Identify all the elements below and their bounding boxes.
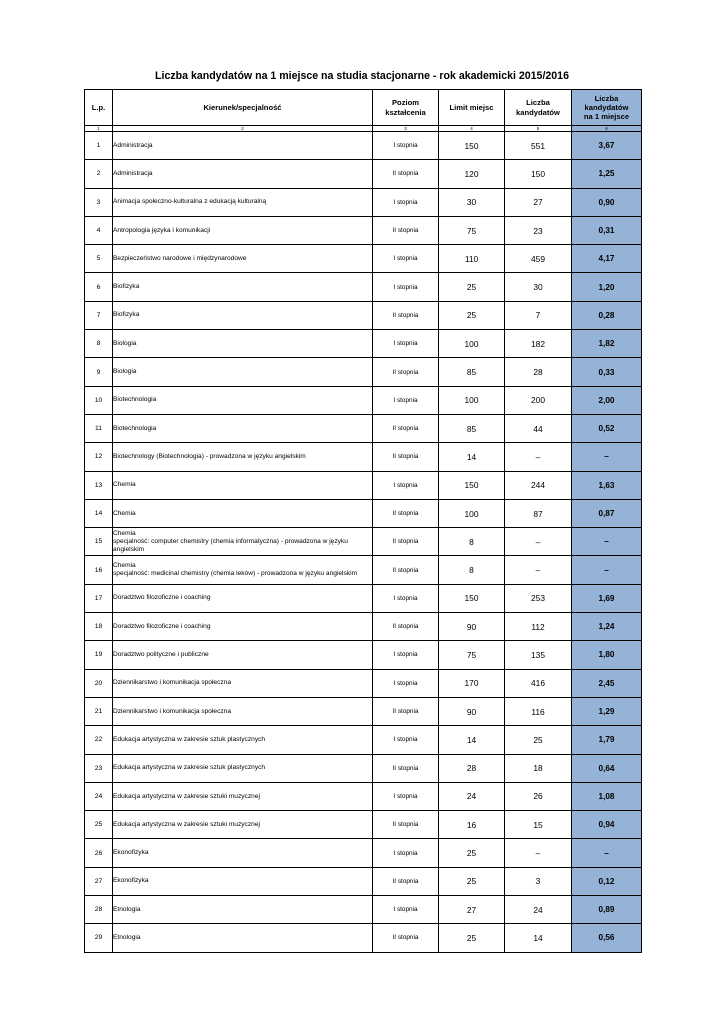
- header-ratio-line1: Liczba: [594, 93, 619, 103]
- row-limit: 28: [439, 754, 505, 782]
- row-limit: 100: [439, 386, 505, 414]
- row-poziom: II stopnia: [373, 613, 439, 641]
- row-poziom: II stopnia: [373, 443, 439, 471]
- row-limit: 8: [439, 528, 505, 556]
- row-kandydaci: –: [505, 556, 572, 584]
- row-limit: 100: [439, 330, 505, 358]
- row-ratio: 0,94: [572, 811, 642, 839]
- row-ratio: 1,29: [572, 697, 642, 725]
- table-row: [85, 132, 642, 160]
- row-kandydaci: 15: [505, 811, 572, 839]
- row-limit: 85: [439, 414, 505, 442]
- row-kandydaci: 18: [505, 754, 572, 782]
- table-row: [85, 358, 642, 386]
- row-ratio: –: [572, 443, 642, 471]
- row-kierunek: [113, 896, 373, 924]
- row-lp: 3: [85, 188, 113, 216]
- row-kandydaci: 87: [505, 499, 572, 527]
- row-poziom: I stopnia: [373, 330, 439, 358]
- row-lp: 21: [85, 697, 113, 725]
- header-limit: Limit miejsc: [439, 90, 505, 126]
- table-row: [85, 726, 642, 754]
- row-limit: 14: [439, 443, 505, 471]
- row-lp: 17: [85, 584, 113, 612]
- row-kandydaci: 7: [505, 301, 572, 329]
- row-limit: 90: [439, 697, 505, 725]
- row-ratio: 0,56: [572, 924, 642, 952]
- row-lp: 27: [85, 867, 113, 895]
- header-lp: L.p.: [85, 90, 113, 126]
- row-lp: 15: [85, 528, 113, 556]
- page-title: Liczba kandydatów na 1 miejsce na studia stacjonarne - rok akademicki 2015/2016: [155, 70, 569, 82]
- row-kandydaci: 25: [505, 726, 572, 754]
- header-kierunek: Kierunek/specjalność: [113, 90, 373, 126]
- column-number: 3: [373, 126, 439, 132]
- header-poziom: [373, 90, 439, 126]
- row-kierunek: [113, 782, 373, 810]
- row-kierunek-name: Dziennikarstwo i komunikacja społeczna: [113, 707, 232, 715]
- row-limit: 8: [439, 556, 505, 584]
- row-kierunek: [113, 669, 373, 697]
- table-row: [85, 613, 642, 641]
- column-number: 1: [85, 126, 113, 132]
- row-ratio: 0,90: [572, 188, 642, 216]
- header-ratio: [572, 90, 642, 126]
- column-number: 2: [113, 126, 373, 132]
- row-kandydaci: 253: [505, 584, 572, 612]
- column-number: 5: [505, 126, 572, 132]
- row-ratio: 1,82: [572, 330, 642, 358]
- row-poziom: II stopnia: [373, 528, 439, 556]
- row-kierunek: [113, 528, 373, 556]
- row-kierunek-name: Ekonofizyka: [113, 849, 149, 857]
- row-kierunek-name: Biotechnologia: [113, 396, 157, 404]
- table-row: [85, 839, 642, 867]
- table-row: [85, 811, 642, 839]
- header-poziom-line2: kształcenia: [385, 107, 426, 117]
- row-kierunek-name: Biotechnology (Biotechnologia) - prowadzona w języku angielskim: [113, 452, 306, 460]
- row-kandydaci: 112: [505, 613, 572, 641]
- row-kierunek: [113, 188, 373, 216]
- table-row: [85, 414, 642, 442]
- row-limit: 170: [439, 669, 505, 697]
- row-ratio: 0,87: [572, 499, 642, 527]
- row-lp: 9: [85, 358, 113, 386]
- row-kierunek: [113, 216, 373, 244]
- table-body: [85, 132, 642, 953]
- row-kandydaci: 551: [505, 132, 572, 160]
- row-kierunek-name: Edukacja artystyczna w zakresie sztuki muzycznej: [113, 792, 260, 800]
- row-kierunek: [113, 924, 373, 952]
- row-ratio: 0,12: [572, 867, 642, 895]
- table-row: [85, 443, 642, 471]
- row-lp: 24: [85, 782, 113, 810]
- row-limit: 25: [439, 867, 505, 895]
- row-kandydaci: 27: [505, 188, 572, 216]
- row-poziom: I stopnia: [373, 132, 439, 160]
- row-kierunek-name: Biotechnologia: [113, 424, 157, 432]
- row-limit: 120: [439, 160, 505, 188]
- row-ratio: 0,89: [572, 896, 642, 924]
- row-poziom: II stopnia: [373, 697, 439, 725]
- row-limit: 110: [439, 245, 505, 273]
- row-kandydaci: 30: [505, 273, 572, 301]
- row-kierunek: [113, 443, 373, 471]
- row-kandydaci: 3: [505, 867, 572, 895]
- row-lp: 2: [85, 160, 113, 188]
- table-row: [85, 301, 642, 329]
- row-lp: 16: [85, 556, 113, 584]
- row-kierunek-specjalnosc: specjalność: computer chemistry (chemia informatyczna) - prowadzona w języku angielskim: [113, 537, 348, 553]
- header-poziom-line1: Poziom: [391, 98, 419, 108]
- row-lp: 8: [85, 330, 113, 358]
- row-limit: 90: [439, 613, 505, 641]
- row-lp: 23: [85, 754, 113, 782]
- row-lp: 18: [85, 613, 113, 641]
- row-ratio: 1,25: [572, 160, 642, 188]
- row-ratio: 1,08: [572, 782, 642, 810]
- row-lp: 6: [85, 273, 113, 301]
- row-ratio: 1,69: [572, 584, 642, 612]
- row-kandydaci: 200: [505, 386, 572, 414]
- row-lp: 1: [85, 132, 113, 160]
- row-kierunek-name: Doradztwo filozoficzne i coaching: [113, 594, 211, 602]
- row-lp: 25: [85, 811, 113, 839]
- row-ratio: 1,20: [572, 273, 642, 301]
- table-row: [85, 584, 642, 612]
- table-row: [85, 754, 642, 782]
- row-lp: 11: [85, 414, 113, 442]
- table-row: [85, 188, 642, 216]
- row-kierunek-name: Edukacja artystyczna w zakresie sztuk plastycznych: [113, 735, 266, 743]
- row-kierunek: [113, 584, 373, 612]
- table-row: [85, 924, 642, 952]
- row-kierunek-name: Chemia: [113, 509, 136, 517]
- row-poziom: II stopnia: [373, 499, 439, 527]
- row-poziom: II stopnia: [373, 414, 439, 442]
- row-limit: 25: [439, 924, 505, 952]
- row-ratio: 0,33: [572, 358, 642, 386]
- row-poziom: I stopnia: [373, 782, 439, 810]
- row-poziom: I stopnia: [373, 726, 439, 754]
- row-limit: 25: [439, 273, 505, 301]
- row-kierunek-name: Animacja społeczno-kulturalna z edukacją kulturalną: [113, 198, 267, 206]
- row-poziom: II stopnia: [373, 754, 439, 782]
- row-lp: 28: [85, 896, 113, 924]
- row-poziom: I stopnia: [373, 188, 439, 216]
- row-lp: 13: [85, 471, 113, 499]
- row-lp: 20: [85, 669, 113, 697]
- row-limit: 27: [439, 896, 505, 924]
- row-ratio: 0,28: [572, 301, 642, 329]
- row-kierunek: [113, 811, 373, 839]
- row-kierunek-name: Chemia: [113, 481, 136, 489]
- header-liczba-line2: kandydatów: [516, 107, 560, 117]
- table-row: [85, 669, 642, 697]
- row-poziom: I stopnia: [373, 839, 439, 867]
- row-limit: 150: [439, 132, 505, 160]
- table-row: [85, 330, 642, 358]
- row-kierunek-name: Administracja: [113, 169, 153, 177]
- column-number: 4: [439, 126, 505, 132]
- row-limit: 100: [439, 499, 505, 527]
- table-row: [85, 867, 642, 895]
- row-ratio: 0,31: [572, 216, 642, 244]
- row-limit: 150: [439, 584, 505, 612]
- row-limit: 75: [439, 641, 505, 669]
- row-kierunek-name: Dziennikarstwo i komunikacja społeczna: [113, 679, 232, 687]
- row-kierunek: [113, 697, 373, 725]
- row-kierunek: [113, 414, 373, 442]
- row-poziom: II stopnia: [373, 556, 439, 584]
- table-row: [85, 273, 642, 301]
- row-kandydaci: 26: [505, 782, 572, 810]
- row-poziom: II stopnia: [373, 924, 439, 952]
- row-kierunek: [113, 245, 373, 273]
- table-row: [85, 499, 642, 527]
- candidates-table: [84, 89, 642, 953]
- row-kandydaci: 150: [505, 160, 572, 188]
- row-poziom: II stopnia: [373, 301, 439, 329]
- row-ratio: –: [572, 839, 642, 867]
- row-kierunek: [113, 273, 373, 301]
- row-poziom: I stopnia: [373, 471, 439, 499]
- row-kierunek: [113, 386, 373, 414]
- table-row: [85, 896, 642, 924]
- row-kandydaci: 24: [505, 896, 572, 924]
- table-row: [85, 216, 642, 244]
- row-limit: 24: [439, 782, 505, 810]
- row-kierunek: [113, 330, 373, 358]
- row-kandydaci: 135: [505, 641, 572, 669]
- row-ratio: –: [572, 556, 642, 584]
- row-ratio: –: [572, 528, 642, 556]
- header-ratio-line3: na 1 miejsce: [583, 112, 630, 122]
- row-ratio: 1,63: [572, 471, 642, 499]
- row-lp: 10: [85, 386, 113, 414]
- row-kandydaci: 44: [505, 414, 572, 442]
- row-ratio: 0,64: [572, 754, 642, 782]
- row-ratio: 3,67: [572, 132, 642, 160]
- row-kandydaci: –: [505, 839, 572, 867]
- row-limit: 16: [439, 811, 505, 839]
- table-row: [85, 641, 642, 669]
- row-kandydaci: 116: [505, 697, 572, 725]
- row-limit: 150: [439, 471, 505, 499]
- row-lp: 22: [85, 726, 113, 754]
- table-row: [85, 782, 642, 810]
- row-kierunek-name: Edukacja artystyczna w zakresie sztuk plastycznych: [113, 764, 266, 772]
- table-row: [85, 386, 642, 414]
- row-kierunek: [113, 358, 373, 386]
- row-kierunek-name: Administracja: [113, 141, 153, 149]
- header-liczba-line1: Liczba: [526, 98, 550, 108]
- row-ratio: 2,00: [572, 386, 642, 414]
- row-kierunek-name: Biofizyka: [113, 311, 140, 319]
- row-kierunek: [113, 471, 373, 499]
- row-poziom: I stopnia: [373, 896, 439, 924]
- row-poziom: I stopnia: [373, 584, 439, 612]
- row-kierunek-name: Edukacja artystyczna w zakresie sztuki muzycznej: [113, 820, 260, 828]
- row-kandydaci: 14: [505, 924, 572, 952]
- row-poziom: I stopnia: [373, 641, 439, 669]
- row-ratio: 1,24: [572, 613, 642, 641]
- row-kandydaci: 182: [505, 330, 572, 358]
- row-poziom: II stopnia: [373, 867, 439, 895]
- row-poziom: II stopnia: [373, 811, 439, 839]
- row-kierunek: [113, 867, 373, 895]
- row-kierunek-name: Chemia: [113, 529, 136, 537]
- row-kandydaci: 416: [505, 669, 572, 697]
- row-kierunek-name: Doradztwo polityczne i publiczne: [113, 651, 209, 659]
- table-row: [85, 245, 642, 273]
- row-poziom: II stopnia: [373, 160, 439, 188]
- row-limit: 14: [439, 726, 505, 754]
- row-kandydaci: –: [505, 528, 572, 556]
- row-ratio: 1,80: [572, 641, 642, 669]
- row-ratio: 1,79: [572, 726, 642, 754]
- table-row: [85, 556, 642, 584]
- row-lp: 29: [85, 924, 113, 952]
- table-row: [85, 697, 642, 725]
- row-kandydaci: 244: [505, 471, 572, 499]
- row-limit: 30: [439, 188, 505, 216]
- row-kierunek-name: Etnologia: [113, 905, 141, 913]
- row-kierunek-name: Bezpieczeństwo narodowe i międzynarodowe: [113, 254, 247, 262]
- row-poziom: I stopnia: [373, 245, 439, 273]
- row-kierunek-name: Ekonofizyka: [113, 877, 149, 885]
- row-lp: 12: [85, 443, 113, 471]
- row-kierunek: [113, 160, 373, 188]
- row-kierunek: [113, 839, 373, 867]
- row-kierunek: [113, 726, 373, 754]
- row-kierunek: [113, 613, 373, 641]
- table-row: [85, 160, 642, 188]
- row-kandydaci: –: [505, 443, 572, 471]
- row-poziom: II stopnia: [373, 216, 439, 244]
- header-liczba: [505, 90, 572, 126]
- row-kierunek-name: Antropologia języka i komunikacji: [113, 226, 211, 234]
- row-poziom: II stopnia: [373, 358, 439, 386]
- row-kandydaci: 28: [505, 358, 572, 386]
- row-kierunek: [113, 754, 373, 782]
- row-kierunek-name: Doradztwo filozoficzne i coaching: [113, 622, 211, 630]
- row-kierunek: [113, 641, 373, 669]
- row-limit: 85: [439, 358, 505, 386]
- row-kierunek-name: Etnologia: [113, 934, 141, 941]
- row-poziom: I stopnia: [373, 273, 439, 301]
- row-kandydaci: 459: [505, 245, 572, 273]
- row-kierunek-name: Biologia: [113, 368, 137, 376]
- row-poziom: I stopnia: [373, 386, 439, 414]
- row-kierunek: [113, 132, 373, 160]
- row-kierunek: [113, 301, 373, 329]
- row-limit: 25: [439, 301, 505, 329]
- row-ratio: 4,17: [572, 245, 642, 273]
- table-header-row: [85, 90, 642, 126]
- row-kierunek: [113, 499, 373, 527]
- table-row: [85, 528, 642, 556]
- row-kierunek-name: Biologia: [113, 339, 137, 347]
- row-lp: 26: [85, 839, 113, 867]
- row-kierunek-name: Biofizyka: [113, 283, 140, 291]
- row-limit: 25: [439, 839, 505, 867]
- header-ratio-line2: kandydatów: [584, 102, 629, 112]
- row-poziom: I stopnia: [373, 669, 439, 697]
- column-number: 6: [572, 126, 642, 132]
- row-lp: 7: [85, 301, 113, 329]
- row-lp: 19: [85, 641, 113, 669]
- table-row: [85, 471, 642, 499]
- row-lp: 4: [85, 216, 113, 244]
- row-ratio: 0,52: [572, 414, 642, 442]
- row-kierunek-name: Chemia: [113, 562, 136, 570]
- row-lp: 14: [85, 499, 113, 527]
- row-lp: 5: [85, 245, 113, 273]
- row-ratio: 2,45: [572, 669, 642, 697]
- row-limit: 75: [439, 216, 505, 244]
- row-kierunek-specjalnosc: specjalność: medicinal chemistry (chemia leków) - prowadzona w języku angielskim: [113, 570, 358, 578]
- row-kierunek: [113, 556, 373, 584]
- row-kandydaci: 23: [505, 216, 572, 244]
